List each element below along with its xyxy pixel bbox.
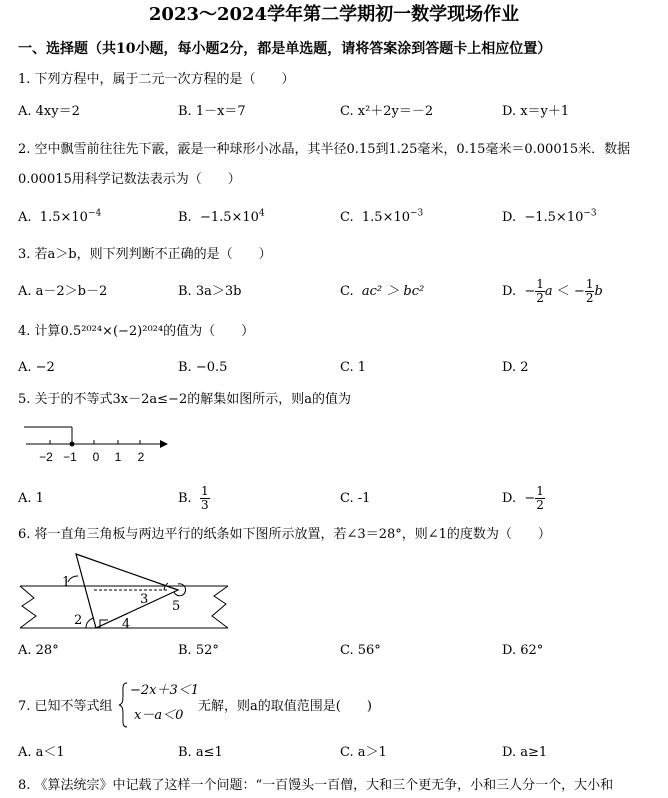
q4-option-a: A. −2: [18, 360, 55, 375]
q2-option-a: A. $1.5\times 10^{-4}$: [18, 208, 102, 225]
q6-option-d: D. 62°: [502, 643, 544, 658]
q4-option-d: D. 2: [502, 360, 529, 375]
fraction: $\frac{1}{3}$: [200, 484, 209, 512]
section-heading: 一、选择题（共10小题，每小题2分，都是单选题，请将答案涂到答题卡上相应位置）: [18, 41, 552, 57]
fraction: $\frac{1}{2}$: [536, 484, 544, 512]
page-title: 2023～2024学年第二学期初一数学现场作业: [148, 4, 520, 25]
q4-option-b: B. −0.5: [178, 360, 228, 375]
q6-option-a: A. 28°: [18, 643, 59, 658]
q2-option-c: C. $1.5\times 10^{-3}$: [340, 208, 424, 225]
q7-option-d: D. a≥1: [502, 745, 548, 760]
q3-option-d: D. − $\frac{1}{2}$ a ＜ − $\frac{1}{2}$ b: [502, 277, 603, 305]
q1-option-a: A. 4xy＝2: [18, 104, 80, 119]
q1-option-b: B. 1－x＝7: [178, 104, 246, 119]
question-8-stem: 8. 《算法统宗》中记载了这样一个问题：“一百馒头一百僧，大和三个更无争，小和三人分一个，大小和: [18, 778, 614, 793]
q4-option-c: C. 1: [340, 360, 367, 375]
question-7-stem-suffix: 无解，则a的取值范围是( ): [198, 699, 372, 714]
tick-label: 2: [137, 450, 145, 464]
q1-option-c: C. x²＋2y＝－2: [340, 104, 434, 119]
tick-label: 1: [114, 450, 122, 464]
question-6-stem: 6. 将一直角三角板与两边平行的纸条如下图所示放置，若∠3＝28°，则∠1的度数为（ ）: [18, 527, 551, 542]
q1-option-d: D. x＝y＋1: [502, 104, 570, 119]
system-brace: [118, 682, 128, 728]
question-2-stem-line2: 0.00015用科学记数法表示为（ ）: [18, 172, 241, 187]
angle-label: 1: [62, 575, 71, 590]
q3-option-b: B. 3a＞3b: [178, 284, 242, 299]
q5-option-b: B. $\frac{1}{3}$: [178, 484, 209, 512]
q7-option-b: B. a≤1: [178, 745, 223, 760]
angle-label: 3: [140, 592, 149, 607]
tick-label: −1: [63, 450, 77, 464]
triangle-strip-figure: [16, 548, 232, 634]
q6-option-b: B. 52°: [178, 643, 219, 658]
question-3-stem: 3. 若a＞b，则下列判断不正确的是（ ）: [18, 247, 272, 262]
q2-option-b: B. $-1.5\times 10^4$: [178, 208, 265, 225]
tick-label: −2: [39, 450, 53, 464]
q5-option-a: A. 1: [18, 491, 44, 506]
angle-label: 4: [122, 617, 131, 632]
angle-label: 5: [172, 599, 181, 614]
question-4-stem: 4. 计算0.5²⁰²⁴×(−2)²⁰²⁴的值为（ ）: [18, 324, 255, 339]
fraction: $\frac{1}{2}$: [585, 277, 594, 305]
question-5-stem: 5. 关于的不等式3x－2a≤−2的解集如图所示，则a的值为: [18, 392, 351, 407]
q7-option-a: A. a＜1: [18, 745, 65, 760]
q3-option-a: A. a－2＞b－2: [18, 284, 108, 299]
q6-option-c: C. 56°: [340, 643, 381, 658]
question-7-stem-prefix: 7. 已知不等式组: [18, 699, 113, 714]
q5-option-c: C. -1: [340, 491, 371, 506]
inequality-row-1: −2x＋3＜1: [130, 683, 200, 698]
fraction: $\frac{1}{2}$: [536, 277, 544, 305]
q7-option-c: C. a＞1: [340, 745, 387, 760]
inequality-row-2: x－a＜0: [134, 708, 184, 723]
number-line-figure: [22, 420, 172, 468]
tick-label: 0: [92, 450, 100, 464]
angle-label: 2: [74, 613, 83, 628]
question-2-stem-line1: 2. 空中飘雪前往往先下霰，霰是一种球形小冰晶，其半径0.15到1.25毫米，0.15毫米＝0.00015米．数据: [18, 142, 631, 157]
q3-option-c: C. ac² ＞ bc²: [340, 284, 425, 299]
q5-option-d: D. − $\frac{1}{2}$: [502, 484, 544, 512]
q2-option-d: D. $-1.5\times 10^{-3}$: [502, 208, 597, 225]
question-1-stem: 1. 下列方程中，属于二元一次方程的是（ ）: [18, 72, 295, 87]
